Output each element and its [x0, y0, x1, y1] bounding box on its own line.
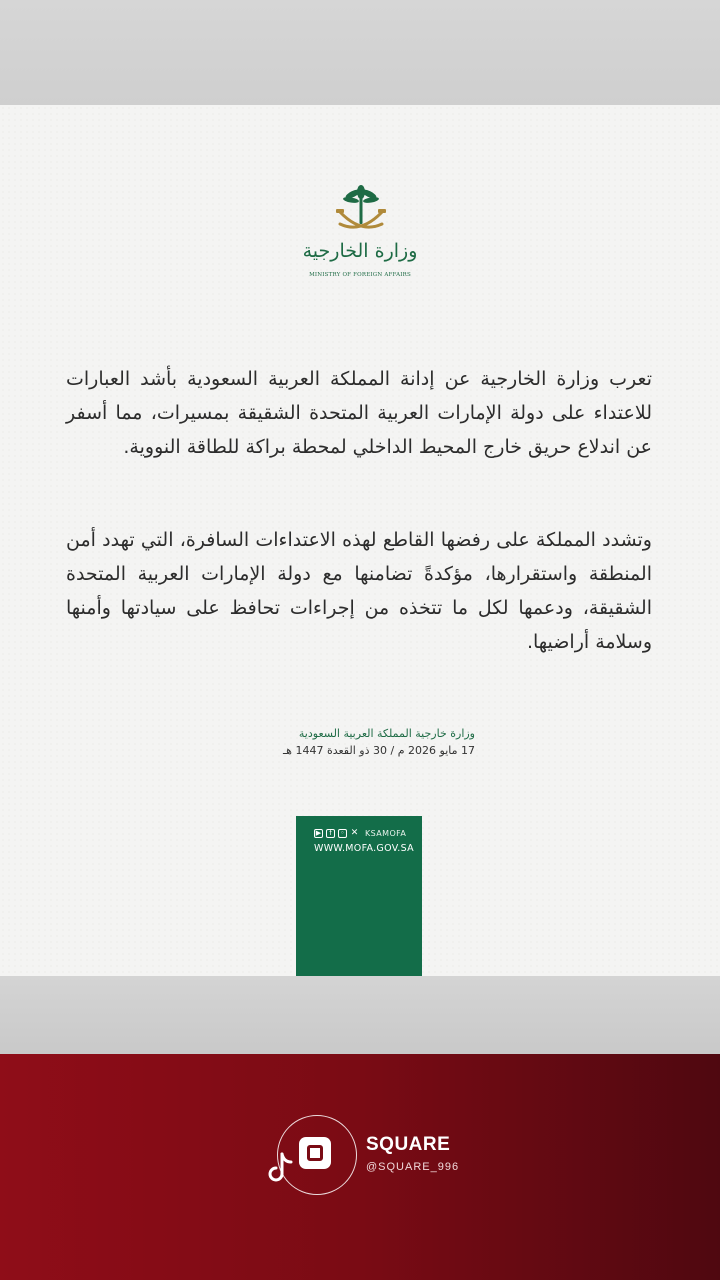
saudi-emblem-palm-swords-icon — [312, 182, 410, 282]
social-handle: KSAMOFA — [365, 829, 407, 838]
top-gray-band — [0, 0, 720, 105]
signature-date: 17 مايو 2026 م / 30 ذو القعدة 1447 هـ — [282, 744, 475, 757]
contact-card — [296, 816, 422, 976]
signature-block — [220, 726, 475, 760]
website-link[interactable]: WWW.MOFA.GOV.SA — [314, 843, 414, 854]
social-icons-row — [314, 829, 406, 838]
brand-name: SQUARE — [366, 1134, 451, 1155]
branding-bar — [0, 1054, 720, 1280]
statement-paragraph-1: تعرب وزارة الخارجية عن إدانة المملكة العربية السعودية بأشد العبارات للاعتداء على دولة الإمارات العربية المتحدة الشقيقة بمسيرات، مما أسفر عن اندلاع حريق خارج المحيط الداخلي لمحطة براكة للطاقة النووية. — [66, 368, 652, 458]
ministry-english-wordmark: MINISTRY OF FOREIGN AFFAIRS — [309, 272, 411, 278]
instagram-icon[interactable]: ◦ — [338, 829, 347, 838]
statement-paragraph-2: وتشدد المملكة على رفضها القاطع لهذه الاعتداءات السافرة، التي تهدد أمن المنطقة واستقرارها، مؤكدةً تضامنها مع دولة الإمارات العربية المتحدة الشقيقة، ودعمها لكل ما تتخذه من إجراءات تحافظ على سيادتها وأمنها وسلامة أراضيها. — [66, 529, 652, 653]
signature-org: وزارة خارجية المملكة العربية السعودية — [298, 727, 475, 740]
youtube-icon[interactable]: ▶ — [315, 829, 322, 837]
brand-handle: @SQUARE_996 — [366, 1161, 460, 1173]
facebook-icon[interactable]: f — [326, 829, 335, 838]
square-icon — [299, 1137, 331, 1169]
ministry-arabic-wordmark: وزارة الخارجية — [302, 240, 418, 262]
bottom-gray-band — [0, 976, 720, 1054]
x-icon[interactable]: ✕ — [350, 828, 359, 838]
tiktok-icon — [268, 1152, 294, 1186]
